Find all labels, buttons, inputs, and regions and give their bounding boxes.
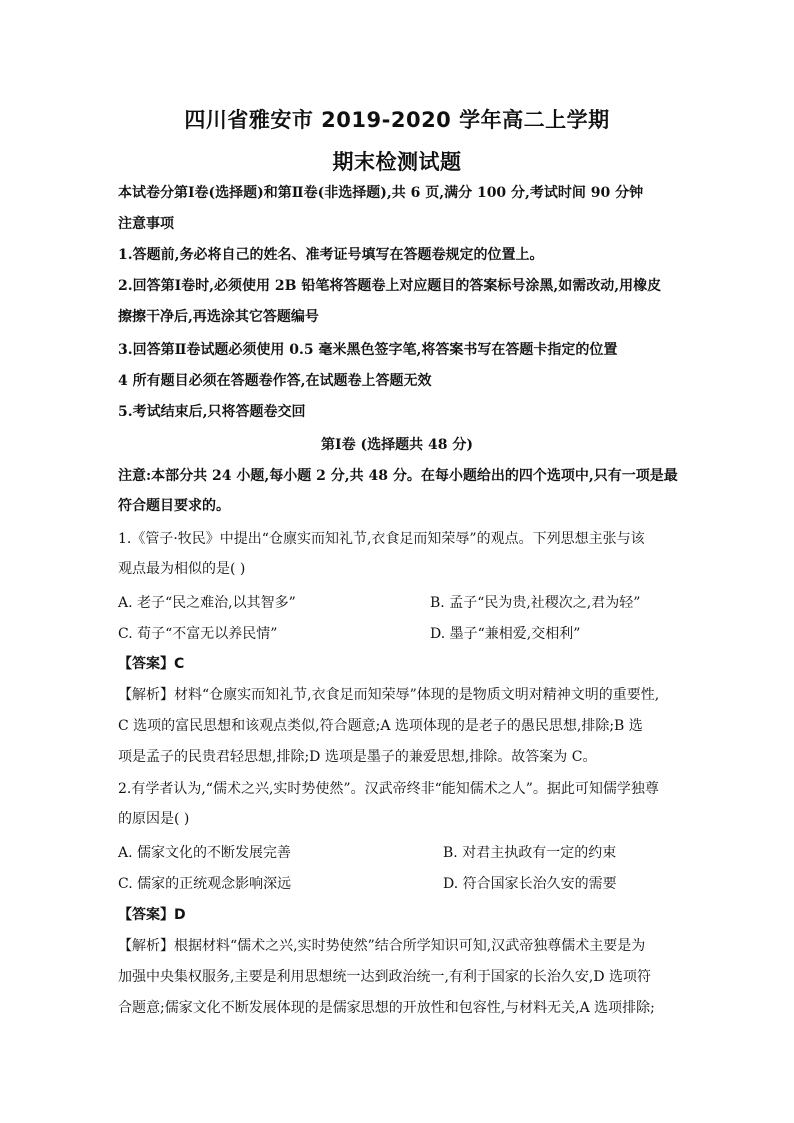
- q2-analysis-a: 【解析】根据材料“儒术之兴,实时势使然”结合所学知识可知,汉武帝独尊儒术主要是为: [118, 938, 646, 954]
- q1-stem-a: 1.《管子·牧民》中提出“仓廪实而知礼节,衣食足而知荣辱”的观点。下列思想主张与该: [118, 531, 645, 547]
- q1-analysis-a: 【解析】材料“仓廪实而知礼节,衣食足而知荣辱”体现的是物质文明对精神文明的重要性,: [118, 687, 660, 703]
- notes-heading: 注意事项: [118, 216, 174, 232]
- q2-stem-b: 的原因是( ): [118, 811, 190, 827]
- q1-answer: 【答案】C: [118, 656, 185, 672]
- q1-option-b: B. 孟子“民为贵,社稷次之,君为轻”: [430, 595, 641, 611]
- q2-option-d: D. 符合国家长治久安的需要: [443, 876, 617, 892]
- note-3: 3.回答第Ⅱ卷试题必须使用 0.5 毫米黑色签字笔,将答案书写在答题卡指定的位置: [118, 342, 618, 358]
- q1-option-a: A. 老子“民之难治,以其智多”: [118, 595, 296, 611]
- q1-stem-b: 观点最为相似的是( ): [118, 561, 246, 577]
- intro-line: 本试卷分第Ⅰ卷(选择题)和第Ⅱ卷(非选择题),共 6 页,满分 100 分,考试时间 90 分钟: [118, 185, 644, 201]
- q2-analysis-b: 加强中央集权服务,主要是利用思想统一达到政治统一,有利于国家的长治久安,D 选项符: [118, 969, 652, 985]
- note-1: 1.答题前,务必将自己的姓名、准考证号填写在答题卷规定的位置上。: [118, 247, 544, 263]
- q1-option-c: C. 荀子“不富无以养民情”: [118, 626, 278, 642]
- q2-option-c: C. 儒家的正统观念影响深远: [118, 876, 292, 892]
- q2-option-b: B. 对君主执政有一定的约束: [443, 845, 617, 861]
- q2-stem-a: 2.有学者认为,“儒术之兴,实时势使然”。汉武帝终非“能知儒术之人”。据此可知儒学独尊: [118, 781, 659, 797]
- q2-answer: 【答案】D: [118, 907, 186, 923]
- note-5: 5.考试结束后,只将答题卷交回: [118, 404, 306, 420]
- section-instruction-a: 注意:本部分共 24 小题,每小题 2 分,共 48 分。在每小题给出的四个选项中,只有一项是最: [118, 468, 678, 484]
- q2-option-a: A. 儒家文化的不断发展完善: [118, 845, 292, 861]
- note-2b: 擦擦干净后,再选涂其它答题编号: [118, 309, 319, 325]
- q1-analysis-b: C 选项的富民思想和该观点类似,符合题意;A 选项体现的是老子的愚民思想,排除;B 选: [118, 718, 643, 734]
- q2-analysis-c: 合题意;儒家文化不断发展体现的是儒家思想的开放性和包容性,与材料无关,A 选项排除;: [118, 1000, 655, 1016]
- note-2a: 2.回答第Ⅰ卷时,必须使用 2B 铅笔将答题卷上对应题目的答案标号涂黑,如需改动,用橡皮: [118, 278, 662, 294]
- note-4: 4 所有题目必须在答题卷作答,在试题卷上答题无效: [118, 373, 432, 389]
- section-heading: 第Ⅰ卷 (选择题共 48 分): [321, 437, 473, 453]
- exam-subtitle: 期末检测试题: [332, 150, 462, 174]
- q1-analysis-c: 项是孟子的民贵君轻思想,排除;D 选项是墨子的兼爱思想,排除。故答案为 C。: [118, 749, 597, 765]
- q1-option-d: D. 墨子“兼相爱,交相利”: [430, 626, 581, 642]
- section-instruction-b: 符合题目要求的。: [118, 498, 230, 514]
- exam-title: 四川省雅安市 2019-2020 学年高二上学期: [184, 108, 610, 132]
